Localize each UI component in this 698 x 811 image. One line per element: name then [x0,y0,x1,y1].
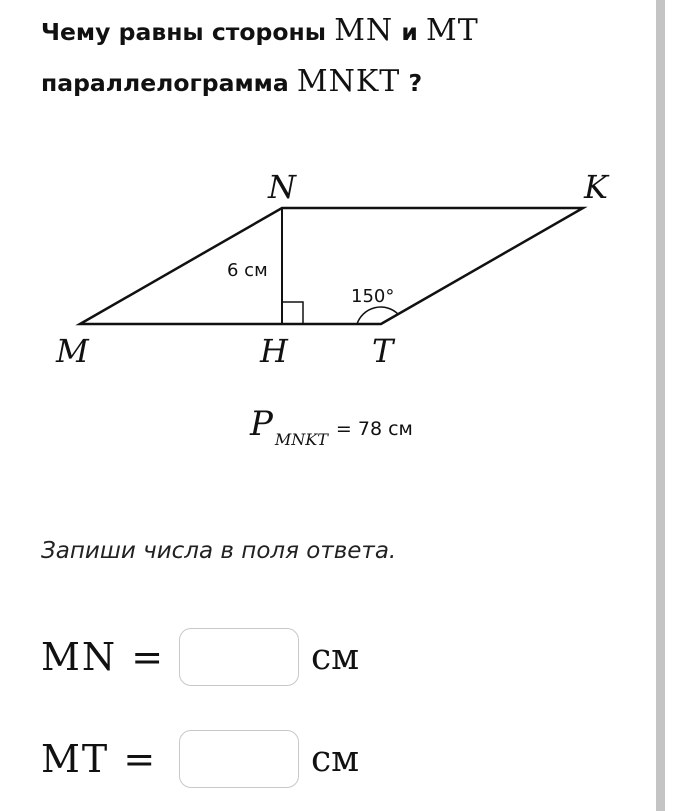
answer-label-mn: MN = [41,635,166,679]
vertex-t-label: T [372,332,394,370]
question-text [41,6,641,108]
parallelogram-outline [80,208,583,324]
instruction-text: Запиши числа в поля ответа. [41,538,397,564]
question-line-2 [41,57,641,108]
question-line2-prefix: параллелограмма [41,69,289,97]
perimeter-symbol: P [250,404,273,444]
answer-input-mt[interactable] [179,730,299,788]
parallelogram-diagram [0,150,650,390]
angle-label: 150° [351,286,395,307]
question-line-1 [41,6,641,57]
figure-name-math: MNKT [296,64,401,99]
answer-input-mn[interactable] [179,628,299,686]
perimeter-formula [250,404,413,449]
vertex-k-label: K [584,168,608,206]
side-mt-math: MT [426,13,479,48]
question-mark: ? [408,69,423,97]
perimeter-value: = 78 см [335,418,413,440]
vertex-n-label: N [268,168,296,206]
answer-row-mt [41,728,359,790]
answer-row-mn [41,626,359,688]
scrollbar[interactable] [656,0,665,811]
side-mn-math: MN [334,13,394,48]
question-prefix: Чему равны стороны [41,18,327,46]
right-angle-mark [282,302,303,324]
answer-label-mt: MT = [41,737,158,781]
perimeter-subscript: MNKT [274,430,328,449]
answer-unit-mn: см [311,636,360,678]
question-conj: и [401,18,418,46]
angle-arc [357,307,398,324]
answer-unit-mt: см [311,738,360,780]
vertex-m-label: M [56,332,89,370]
height-label: 6 см [227,260,268,281]
vertex-h-label: H [260,332,288,370]
